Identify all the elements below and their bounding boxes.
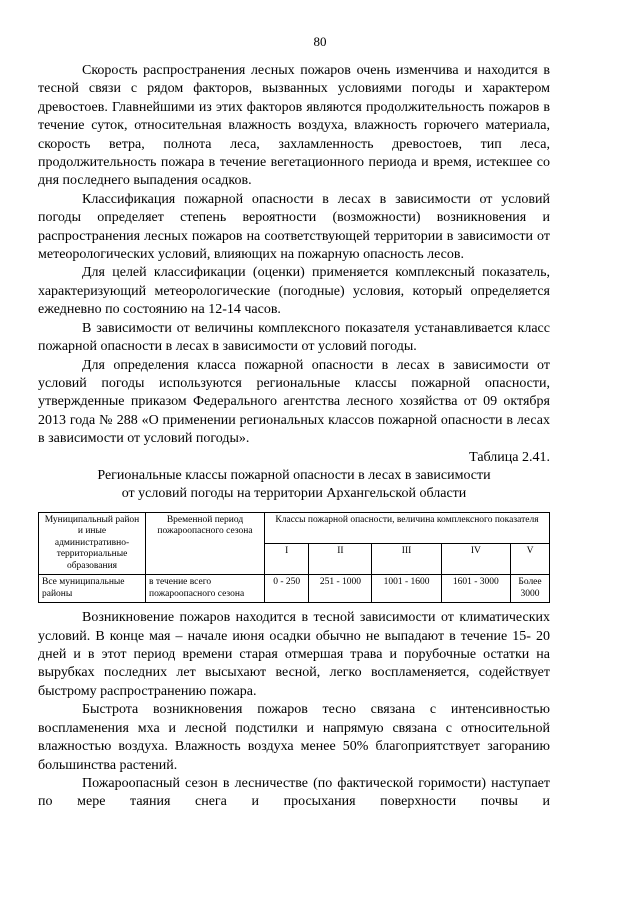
paragraph-ignition-speed: Быстрота возникновения пожаров тесно связана с интенсивностью воспламенения мха и лесной подстилки и напрямую связана с относительной влажностью воздуха. Влажность воздуха менее 50% благоприятствует загоранию большинства растений. [38,702,550,773]
cell-class-3-range: 1001 - 1600 [372,575,441,603]
table-row [39,575,550,603]
class-label-3: III [372,544,441,575]
class-label-1: I [265,544,309,575]
cell-period: в течение всего пожароопасного сезона [146,575,265,603]
class-label-5: V [511,544,550,575]
cell-class-1-range: 0 - 250 [265,575,309,603]
class-label-2: II [309,544,372,575]
cell-class-2-range: 251 - 1000 [309,575,372,603]
page-number: 80 [313,34,327,49]
header-region: Муниципальный район и иные административно-территориальные образования [39,512,146,575]
class-label-4: IV [441,544,510,575]
cell-region: Все муниципальные районы [39,575,146,603]
paragraph-danger-class-dependence: В зависимости от величины комплексного показателя устанавливается класс пожарной опасности в лесах в зависимости от условий погоды. [38,320,550,355]
cell-class-4-range: 1601 - 3000 [441,575,510,603]
header-classes: Классы пожарной опасности, величина комплексного показателя [265,512,550,543]
cell-class-5-range: Более 3000 [511,575,550,603]
paragraph-fire-season-start: Пожароопасный сезон в лесничестве (по фактической горимости) наступает по мере таяния снега и просыхания поверхности почвы и [38,775,550,810]
table-caption-line1: Региональные классы пожарной опасности в лесах в зависимости [97,467,491,483]
paragraph-fire-danger-classification: Классификация пожарной опасности в лесах в зависимости от условий погоды определяет степень вероятности (возможности) возникновения и распространения лесных пожаров на соответствующей территории в зависимости от метеорологических условий, влияющих на пожарную опасность лесов. [38,191,550,263]
paragraph-climate-conditions: Возникновение пожаров находится в тесной зависимости от климатических условий. В конце мая – начале июня осадки обычно не выпадают в течение 15- 20 дней и в этот период времени старая отмершая трава и порубочные остатки на вырубках последних лет высыхают весной, легко воспламеняется, содействует быстрому распространению пожара. [38,610,550,699]
header-period: Временной период пожароопасного сезона [146,512,265,575]
paragraph-regional-classes: Для определения класса пожарной опасности в лесах в зависимости от условий погоды используются региональные классы пожарной опасности, утвержденные приказом Федерального агентства лесного хозяйства от 09 октября 2013 года № 288 «О применении региональных классов пожарной опасности в лесах в зависимости от условий погоды». [38,357,550,447]
table-number: Таблица 2.41. [469,449,550,465]
paragraph-fire-spread-speed: Скорость распространения лесных пожаров очень изменчива и находится в тесной связи с рядом факторов, вызванных условиями погоды и характером древостоев. Главнейшими из этих факторов являются продолжительность пожаров в течение суток, относительная влажность воздуха, влажность горючего материала, скорость ветра, полнота леса, захламленность древостоев, тип леса, продолжительность пожара в течение вегетационного периода и время, истекшее со дня последнего выпадения осадков. [38,63,550,189]
table-caption [38,467,550,504]
table-caption-line2: от условий погоды на территории Архангельской области [121,486,467,502]
table-header-row [39,512,550,543]
document-body [38,62,550,812]
paragraph-complex-index: Для целей классификации (оценки) применяется комплексный показатель, характеризующий метеорологические (погодные) условия, который определяется ежедневно по состоянию на 12-14 часов. [38,265,550,318]
fire-danger-classes-table [38,512,550,604]
